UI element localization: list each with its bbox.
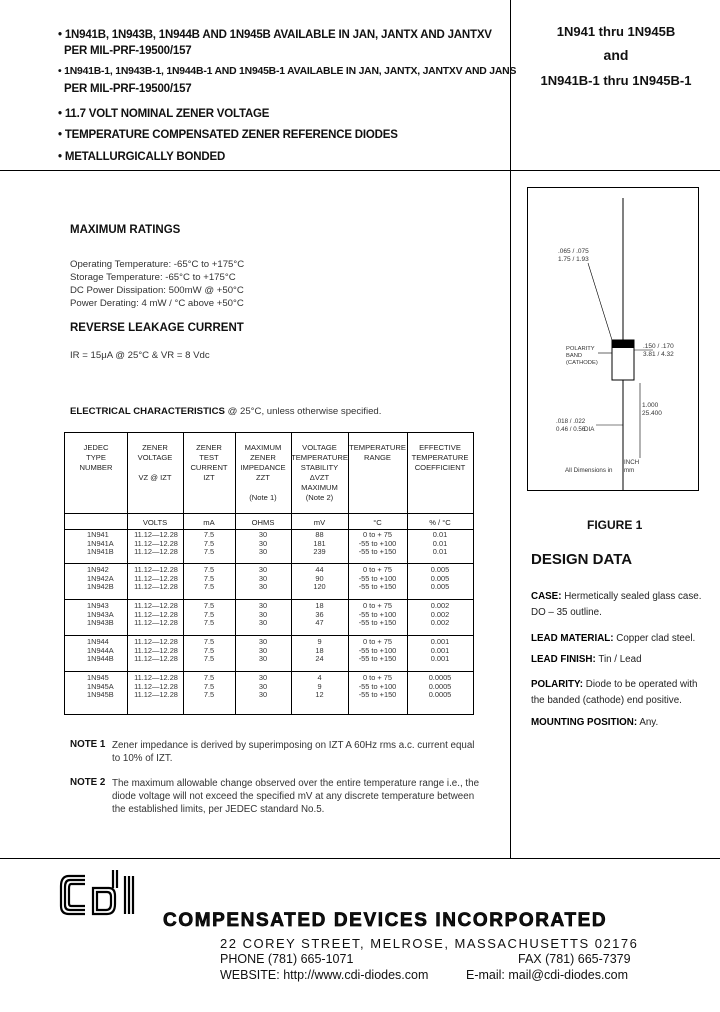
bullet-1-cont: PER MIL-PRF-19500/157	[64, 45, 192, 57]
bullet-2-cont: PER MIL-PRF-19500/157	[64, 83, 192, 95]
table-cell: 11.12—12.28	[134, 609, 178, 619]
max-rating-line: Storage Temperature: -65°C to +175°C	[70, 272, 236, 283]
table-cell: 88	[315, 530, 324, 539]
bullet-2: • 1N941B-1, 1N943B-1, 1N944B-1 AND 1N945B-1 AVAILABLE IN JAN, JANTX, JANTXV AND JANS	[58, 66, 517, 77]
table-cell: 9	[317, 637, 322, 646]
design-lead-material: LEAD MATERIAL: Copper clad steel.	[531, 633, 696, 644]
table-cell: 7.5	[203, 547, 215, 557]
header-divider-horizontal	[0, 170, 720, 171]
elec-char-heading: ELECTRICAL CHARACTERISTICS @ 25°C, unless otherwise specified.	[70, 406, 382, 417]
electrical-characteristics-table	[64, 432, 474, 715]
footer-divider	[0, 858, 720, 859]
table-cell: 1N942	[87, 565, 109, 574]
table-cell: 30	[258, 681, 268, 691]
dim-body-len: .150 / .170 3.81 / 4.32	[643, 343, 674, 358]
table-cell: 0.005	[430, 573, 450, 583]
dim-lead-dia: .018 / .022 0.46 / 0.56	[556, 418, 586, 433]
table-cell: 11.12—12.28	[134, 601, 178, 610]
table-cell: 0.002	[430, 609, 450, 619]
bullet-5: • METALLURGICALLY BONDED	[58, 151, 226, 163]
table-cell: 11.12—12.28	[134, 547, 178, 557]
table-cell: 7.5	[203, 690, 215, 700]
table-cell: 1N943B	[87, 618, 114, 628]
table-cell: 1N942A	[87, 573, 114, 583]
table-cell: -55 to +100	[358, 573, 397, 583]
unit-ma: mA	[203, 518, 215, 527]
table-cell: 30	[258, 690, 268, 700]
part-title-1: 1N941 thru 1N945B	[556, 24, 676, 39]
table-cell: 30	[258, 573, 268, 583]
table-cell: 7.5	[203, 637, 215, 646]
table-cell: 11.12—12.28	[134, 573, 178, 583]
table-cell: 1N941A	[87, 538, 114, 548]
part-title-2: 1N941B-1 thru 1N945B-1	[540, 73, 692, 88]
unit-mv: mV	[313, 518, 326, 527]
table-cell: 0.005	[430, 582, 450, 592]
table-cell: 0 to + 75	[363, 530, 392, 539]
table-cell: 11.12—12.28	[134, 565, 178, 574]
cdi-logo	[55, 866, 155, 920]
table-cell: 18	[315, 645, 324, 655]
table-cell: 24	[315, 654, 324, 664]
column-divider	[510, 170, 511, 858]
company-email[interactable]: E-mail: mail@cdi-diodes.com	[466, 968, 629, 982]
table-cell: 1N941B	[87, 547, 114, 557]
table-cell: -55 to +150	[358, 547, 397, 557]
table-cell: 30	[258, 654, 268, 664]
table-cell: 30	[258, 530, 268, 539]
table-cell: 30	[258, 601, 268, 610]
table-cell: 30	[258, 609, 268, 619]
company-address: 22 COREY STREET, MELROSE, MASSACHUSETTS 02176	[220, 936, 639, 951]
table-cell: 11.12—12.28	[134, 654, 178, 664]
table-cell: 11.12—12.28	[134, 538, 178, 548]
table-cell: 12	[315, 690, 324, 700]
bullet-3: • 11.7 VOLT NOMINAL ZENER VOLTAGE	[58, 108, 270, 120]
company-website[interactable]: WEBSITE: http://www.cdi-diodes.com	[220, 968, 429, 982]
table-cell: 7.5	[203, 609, 215, 619]
table-cell: -55 to +150	[358, 654, 397, 664]
table-cell: 0.0005	[428, 690, 452, 700]
company-fax: FAX (781) 665-7379	[518, 952, 631, 966]
dim-leader	[588, 263, 612, 340]
table-cell: 0.005	[430, 565, 450, 574]
table-cell: 44	[315, 565, 324, 574]
table-cell: 30	[258, 637, 268, 646]
table-cell: 7.5	[203, 565, 215, 574]
table-cell: 1N944A	[87, 645, 114, 655]
table-cell: -55 to +150	[358, 618, 397, 628]
table-cell: 36	[315, 609, 324, 619]
reverse-leakage-line: IR = 15μA @ 25°C & VR = 8 Vdc	[70, 350, 210, 361]
dia-label: DIA	[584, 426, 595, 433]
table-cell: 1N942B	[87, 582, 114, 592]
table-cell: -55 to +150	[358, 582, 397, 592]
company-phone: PHONE (781) 665-1071	[220, 952, 354, 966]
table-cell: 7.5	[203, 530, 215, 539]
table-cell: 239	[313, 547, 326, 557]
table-cell: 0 to + 75	[363, 637, 392, 646]
max-ratings-heading: MAXIMUM RATINGS	[70, 224, 181, 236]
table-cell: 11.12—12.28	[134, 582, 178, 592]
table-cell: 9	[317, 681, 322, 691]
cdi-logo-mark	[55, 866, 155, 920]
table-cell: 11.12—12.28	[134, 618, 178, 628]
table-cell: 1N945B	[87, 690, 114, 700]
reverse-leakage-heading: REVERSE LEAKAGE CURRENT	[70, 322, 244, 334]
table-cell: 181	[313, 538, 326, 548]
table-cell: 18	[315, 601, 324, 610]
table-cell: 30	[258, 582, 268, 592]
table-cell: 0.01	[432, 547, 448, 557]
unit-volts: VOLTS	[142, 518, 168, 527]
col-header-test-current: ZENER TEST CURRENT IZT	[190, 443, 228, 482]
table-cell: 11.12—12.28	[134, 645, 178, 655]
table-cell: 7.5	[203, 573, 215, 583]
table-cell: 0.002	[430, 618, 450, 628]
max-rating-line: Power Derating: 4 mW / °C above +50°C	[70, 298, 244, 309]
part-title-and: and	[603, 47, 629, 63]
table-cell: 1N943	[87, 601, 109, 610]
dim-lead-len: 1.000 25.400	[642, 402, 662, 417]
design-data-heading: DESIGN DATA	[531, 551, 633, 568]
figure-1-label: FIGURE 1	[587, 518, 643, 532]
unit-pct-per-c: % / °C	[429, 518, 451, 527]
table-cell: 0.0005	[428, 681, 452, 691]
table-cell: 1N941	[87, 530, 109, 539]
table-cell: 0.001	[430, 637, 450, 646]
dims-note: All Dimensions in	[565, 467, 613, 474]
table-cell: 11.12—12.28	[134, 530, 178, 539]
table-cell: 0.01	[432, 538, 448, 548]
table-cell: 90	[315, 573, 324, 583]
table-cell: 7.5	[203, 645, 215, 655]
diode-outline-drawing	[528, 188, 698, 490]
table-cell: 1N945A	[87, 681, 114, 691]
unit-celsius: °C	[373, 518, 382, 527]
table-cell: 0 to + 75	[363, 673, 392, 682]
table-cell: 30	[258, 547, 268, 557]
dim-body-dia: .065 / .075 1.75 / 1.93	[558, 248, 589, 263]
table-cell: 1N944B	[87, 654, 114, 664]
design-case: CASE: Hermetically sealed glass case. DO – 35 outline.	[531, 591, 702, 618]
polarity-band-label: POLARITY BAND (CATHODE)	[566, 346, 598, 366]
note-2-label: NOTE 2	[70, 777, 106, 788]
figure-1-diagram	[527, 187, 699, 491]
max-rating-line: DC Power Dissipation: 500mW @ +50°C	[70, 285, 244, 296]
header-divider-vertical	[510, 0, 511, 170]
table-cell: 0.001	[430, 645, 450, 655]
table-cell: 0 to + 75	[363, 601, 392, 610]
bullet-1: • 1N941B, 1N943B, 1N944B AND 1N945B AVAILABLE IN JAN, JANTX AND JANTXV	[58, 29, 492, 41]
table-cell: 7.5	[203, 601, 215, 610]
design-polarity: POLARITY: Diode to be operated with the banded (cathode) end positive.	[531, 679, 698, 706]
table-cell: 0.002	[430, 601, 450, 610]
col-header-zener-voltage: ZENER VOLTAGE VZ @ IZT	[137, 443, 173, 482]
table-cell: 11.12—12.28	[134, 681, 178, 691]
col-header-stability: VOLTAGE TEMPERATURE STABILITY ΔVZT MAXIMUM (Note 2)	[291, 443, 348, 502]
table-cell: 7.5	[203, 654, 215, 664]
col-header-temp-range: TEMPERATURE RANGE	[349, 443, 406, 462]
note-1-label: NOTE 1	[70, 739, 106, 750]
table-cell: 0.01	[432, 530, 448, 539]
table-cell: 30	[258, 673, 268, 682]
table-cell: -55 to +100	[358, 645, 397, 655]
note-1-text: Zener impedance is derived by superimposing on IZT A 60Hz rms a.c. current equal to 10% of IZT.	[112, 740, 475, 764]
company-name: COMPENSATED DEVICES INCORPORATED	[163, 910, 608, 931]
table-cell: 30	[258, 618, 268, 628]
unit-ohms: OHMS	[251, 518, 275, 527]
max-rating-line: Operating Temperature: -65°C to +175°C	[70, 259, 245, 270]
design-mounting: MOUNTING POSITION: Any.	[531, 717, 659, 728]
design-lead-finish: LEAD FINISH: Tin / Lead	[531, 654, 642, 665]
table-cell: 30	[258, 645, 268, 655]
table-cell: 7.5	[203, 681, 215, 691]
table-cell: 7.5	[203, 538, 215, 548]
table-cell: -55 to +100	[358, 609, 397, 619]
col-header-impedance: MAXIMUM ZENER IMPEDANCE ZZT (Note 1)	[240, 443, 286, 502]
table-cell: 47	[315, 618, 324, 628]
table-cell: 7.5	[203, 582, 215, 592]
table-cell: 4	[317, 673, 322, 682]
table-cell: 0 to + 75	[363, 565, 392, 574]
bullet-4: • TEMPERATURE COMPENSATED ZENER REFERENCE DIODES	[58, 129, 398, 141]
table-cell: 1N943A	[87, 609, 114, 619]
table-cell: 30	[258, 538, 268, 548]
table-cell: 11.12—12.28	[134, 673, 178, 682]
table-cell: 11.12—12.28	[134, 690, 178, 700]
table-cell: 30	[258, 565, 268, 574]
col-header-type: JEDEC TYPE NUMBER	[79, 443, 113, 472]
units-note: INCH mm	[624, 459, 640, 474]
table-cell: 11.12—12.28	[134, 637, 178, 646]
table-cell: 7.5	[203, 673, 215, 682]
table-cell: -55 to +100	[358, 681, 397, 691]
table-cell: -55 to +150	[358, 690, 397, 700]
table-cell: 1N945	[87, 673, 109, 682]
table-cell: 0.0005	[428, 673, 452, 682]
col-header-coefficient: EFFECTIVE TEMPERATURE COEFFICIENT	[411, 443, 469, 472]
table-cell: 1N944	[87, 637, 109, 646]
cathode-band	[612, 340, 634, 348]
table-cell: 120	[313, 582, 326, 592]
table-cell: 0.001	[430, 654, 450, 664]
table-cell: -55 to +100	[358, 538, 397, 548]
table-cell: 7.5	[203, 618, 215, 628]
note-2-text: The maximum allowable change observed over the entire temperature range i.e., the diode voltage will not exceed the specified mV at any discrete temperature between the established limits, per JEDEC standard No.5.	[112, 778, 480, 815]
